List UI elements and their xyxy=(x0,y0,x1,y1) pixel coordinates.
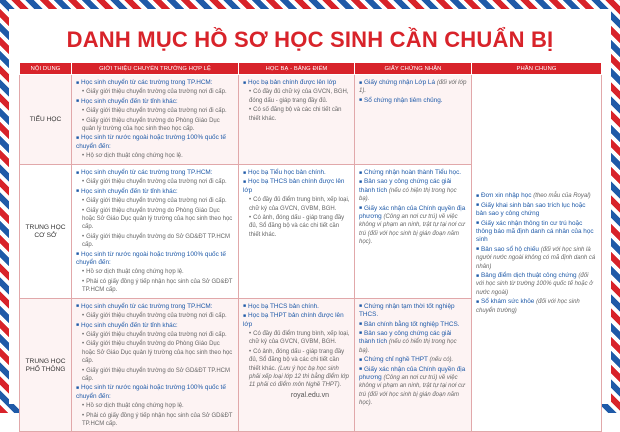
item-text: Giấy giới thiệu chuyển trường do Phòng Giáo Dục hoặc Sở Giáo Dục quản lý trường của học sinh theo học cấp. xyxy=(82,341,233,365)
bullet-item xyxy=(243,79,350,87)
header-certificates: GIẤY CHỨNG NHẬN xyxy=(355,63,472,75)
bullet-item xyxy=(359,366,467,408)
item-text: Học sinh chuyển từ các trường trong TP.HCM: xyxy=(81,302,213,310)
bullet-item xyxy=(76,303,234,311)
bullet-item xyxy=(359,356,467,364)
bullet-item xyxy=(476,220,597,245)
level-cell: TRUNG HỌC CƠ SỞ xyxy=(20,165,72,299)
certificates-cell xyxy=(355,298,472,432)
bullet-item xyxy=(476,272,597,297)
bullet-item xyxy=(76,79,234,87)
bullet-item xyxy=(359,79,467,96)
note-text: (nếu có). xyxy=(429,357,454,364)
sub-item xyxy=(76,107,234,115)
item-text: Giấy xác nhận của Chính quyền địa phương xyxy=(359,365,466,381)
item-text: Có số đăng bộ và các chi tiết cần thiết khác. xyxy=(249,107,342,122)
sub-item xyxy=(76,178,234,186)
sub-item xyxy=(243,106,350,123)
sub-item xyxy=(76,412,234,429)
item-text: Học bạ THPT bản chính được lên lớp xyxy=(243,312,344,328)
bullet-item xyxy=(243,312,350,329)
item-text: Sổ chứng nhận tiêm chủng. xyxy=(364,96,443,104)
records-cell xyxy=(239,298,355,432)
bullet-item xyxy=(76,134,234,151)
item-text: Giấy chứng nhận Lớp Lá xyxy=(364,79,436,86)
common-cell xyxy=(472,75,602,432)
item-text: Học sinh chuyển đến từ tỉnh khác: xyxy=(81,187,178,195)
intro-cell xyxy=(72,75,239,165)
item-text: Bảng điểm dịch thuật công chứng xyxy=(481,272,577,279)
level-cell: TIỂU HỌC xyxy=(20,75,72,165)
footer-website: royal.edu.vn xyxy=(290,392,330,399)
records-cell xyxy=(239,165,355,299)
item-text: Giấy giới thiệu chuyển trường của trường nơi đi cấp. xyxy=(86,313,227,320)
header-common: PHẦN CHUNG xyxy=(472,63,602,75)
item-text: Phải có giấy đồng ý tiếp nhận học sinh của Sở GD&ĐT TP.HCM cấp. xyxy=(82,278,233,294)
bullet-item xyxy=(243,169,350,177)
item-text: Giấy giới thiệu chuyển trường của trường nơi đi cấp. xyxy=(86,179,227,186)
note-text: (nếu có hiển thị trong học bạ). xyxy=(359,339,457,354)
item-text: Giấy giới thiệu chuyển trường của trường nơi đi cấp. xyxy=(86,198,227,205)
bullet-item xyxy=(359,303,467,320)
item-text: Giấy giới thiệu chuyển trường do Sở GD&ĐT TP.HCM cấp. xyxy=(82,233,230,249)
item-text: Giấy xác nhận của Chính quyền địa phương xyxy=(359,204,466,221)
note-text: (đối với lớp 1). xyxy=(359,80,467,95)
sub-item xyxy=(76,367,234,384)
bullet-item xyxy=(76,169,234,177)
item-text: Sổ khám sức khỏe xyxy=(481,298,535,306)
bullet-item xyxy=(476,192,597,200)
sub-item xyxy=(76,207,234,232)
header-records: HỌC BẠ - BẢNG ĐIỂM xyxy=(239,63,355,75)
sub-item xyxy=(76,312,234,320)
note-text: (Công an nơi cư trú) về việc không vi phạm an ninh, trật tự tại nơi cư trú (đối với học sinh bị gián đoạn năm học). xyxy=(359,374,465,407)
item-text: Giấy khai sinh bản sao trích lục hoặc bản sao y công chứng xyxy=(476,201,586,218)
item-text: Bản chính bằng tốt nghiệp THCS. xyxy=(364,320,460,328)
bullet-item xyxy=(476,202,597,219)
item-text: Học sinh chuyển từ các trường trong TP.HCM: xyxy=(81,169,213,176)
bullet-item xyxy=(243,178,350,195)
sub-item xyxy=(243,348,350,390)
item-text: Học bạ bản chính được lên lớp xyxy=(248,79,337,86)
note-text: (Công an nơi cư trú) về việc không vi phạm an ninh, trật tự tại nơi cư trú (đối với học sinh bị gián đoạn năm học). xyxy=(359,214,465,246)
bullet-item xyxy=(476,246,597,271)
item-text: Bản sao y công chứng các giải thành tích xyxy=(359,178,452,194)
item-text: Hồ sơ dịch thuật công chứng hợp lệ. xyxy=(86,269,184,276)
sub-item xyxy=(76,117,234,134)
item-text: Giấy giới thiệu chuyển trường do Phòng Giáo Dục hoặc Sở Giáo Dục quản lý trường của học sinh theo học cấp. xyxy=(82,207,233,231)
document-sheet xyxy=(9,9,611,427)
item-text: Giấy giới thiệu chuyển trường của trường nơi đi cấp. xyxy=(86,331,227,338)
sub-item xyxy=(76,340,234,365)
intro-cell xyxy=(72,298,239,432)
item-text: Học sinh chuyển từ các trường trong TP.HCM: xyxy=(81,79,213,86)
sub-item xyxy=(76,268,234,276)
bullet-item xyxy=(76,322,234,330)
item-text: Giấy giới thiệu chuyển trường do Phòng Giáo Dục quản lý trường của học sinh theo học cấp. xyxy=(82,117,220,133)
bullet-item xyxy=(359,97,467,105)
item-text: Hộ sơ dịch thuật công chứng học lệ. xyxy=(86,153,183,160)
sub-item xyxy=(76,331,234,339)
note-text: (nếu có hiện thị trong học bạ). xyxy=(359,187,457,203)
sub-item xyxy=(243,214,350,239)
certificates-cell xyxy=(355,165,472,299)
bullet-item xyxy=(476,298,597,315)
bullet-item xyxy=(359,169,467,177)
level-cell: TRUNG HỌC PHỔ THÔNG xyxy=(20,298,72,432)
table-row xyxy=(20,75,602,165)
item-text: Bản sao sổ hộ chiếu xyxy=(481,245,539,253)
item-text: Có ảnh, đóng dấu - giáp trang đầy đủ, Sổ đăng bộ và các chi tiết cần thiết khác. xyxy=(249,215,345,238)
note-text: (đối với học sinh là người nước ngoài không có mã định danh cá nhân) xyxy=(476,246,596,270)
records-cell xyxy=(239,75,355,165)
header-content: NỘI DUNG xyxy=(20,63,72,75)
bullet-item xyxy=(359,321,467,329)
bullet-item xyxy=(76,251,234,268)
item-text: Học bạ THCS bản chính. xyxy=(248,302,319,310)
item-text: Phải có giấy đồng ý tiếp nhận học sinh của Sở GD&ĐT TP.HCM cấp. xyxy=(82,412,233,427)
item-text: Học sinh chuyển đến từ tỉnh khác: xyxy=(81,321,178,329)
item-text: Học sinh từ nước ngoài hoặc trường 100% quốc tế chuyển đến: xyxy=(76,250,226,267)
note-text: (đối với học sinh từ trường 100% quốc tế hoặc ở nước ngoài) xyxy=(476,273,593,296)
item-text: Học bạ Tiểu học bản chính. xyxy=(248,169,326,176)
sub-item xyxy=(76,88,234,96)
item-text: Có đầy đủ điểm trung bình, xếp loại, chữ ký của GVCN, GVBM, BGH. xyxy=(249,330,350,346)
bullet-item xyxy=(359,205,467,247)
sub-item xyxy=(243,88,350,105)
note-text: (đối với học sinh chuyển trường) xyxy=(476,299,580,314)
sub-item xyxy=(76,233,234,250)
sub-item xyxy=(76,152,234,160)
item-text: Có đầy đủ điểm trung bình, xếp loại, chữ ký của GVCN, GVBM, BGH. xyxy=(249,197,350,212)
item-text: Có ảnh, đóng dấu - giáp trang đầy đủ, Sổ đăng bộ và các chi tiết cần thiết khác. xyxy=(249,348,345,372)
sub-item xyxy=(76,197,234,205)
page-title: DANH MỤC HỒ SƠ HỌC SINH CẦN CHUẨN BỊ xyxy=(66,27,554,52)
item-text: Giấy giới thiệu chuyển trường của trường nơi đi cấp. xyxy=(86,108,227,115)
header-transfer-intro: GIỚI THIỆU CHUYỂN TRƯỜNG HỢP LỆ xyxy=(72,63,239,75)
item-text: Chứng nhận tạm thời tốt nghiệp THCS. xyxy=(359,302,455,319)
bullet-item xyxy=(243,303,350,311)
item-text: Chứng chỉ nghề THPT xyxy=(364,356,428,364)
item-text: Đơn xin nhập học xyxy=(481,192,532,200)
item-text: Giấy giới thiệu chuyển trường của trường nơi đi cấp. xyxy=(86,89,227,96)
sub-item xyxy=(76,402,234,410)
item-text: Học sinh từ nước ngoài hoặc trường 100% quốc tế chuyển đến: xyxy=(76,134,226,150)
item-text: Giấy giới thiệu chuyển trường do Sở GD&ĐT TP.HCM cấp. xyxy=(82,367,230,382)
certificates-cell xyxy=(355,75,472,165)
sub-item xyxy=(243,330,350,347)
sub-item xyxy=(243,196,350,213)
item-text: Bản sao y công chứng các giải thành tích xyxy=(359,329,452,346)
note-text: (theo mẫu của Royal) xyxy=(533,193,591,200)
table-header-row xyxy=(20,63,602,75)
bullet-item xyxy=(76,98,234,106)
item-text: Có đầy đủ chữ ký của GVCN, BGH, đóng dấu - giáp trang đầy đủ. xyxy=(249,89,349,104)
item-text: Hồ sơ dịch thuật công chứng hợp lệ. xyxy=(86,403,184,410)
bullet-item xyxy=(359,330,467,355)
item-text: Học bạ THCS bản chính được lên lớp xyxy=(243,178,345,194)
sub-item xyxy=(76,278,234,295)
bullet-item xyxy=(359,178,467,203)
item-text: Học sinh từ nước ngoài hoặc trường 100% quốc tế chuyển đến: xyxy=(76,384,226,400)
note-text: (Lưu ý học bạ học sinh phải xếp loại lớp 12 thì bằng điểm lớp 11 phải có điểm môn Nghề THPT). xyxy=(249,365,349,389)
intro-cell xyxy=(72,165,239,299)
item-text: Chứng nhận hoàn thành Tiểu học. xyxy=(364,169,462,176)
item-text: Giấy xác nhận thông tin cư trú hoặc thông báo mã định danh cá nhân của học sinh xyxy=(476,219,594,244)
bullet-item xyxy=(76,188,234,196)
item-text: Học sinh chuyển đến từ tỉnh khác: xyxy=(81,97,178,105)
requirements-table xyxy=(19,62,602,432)
